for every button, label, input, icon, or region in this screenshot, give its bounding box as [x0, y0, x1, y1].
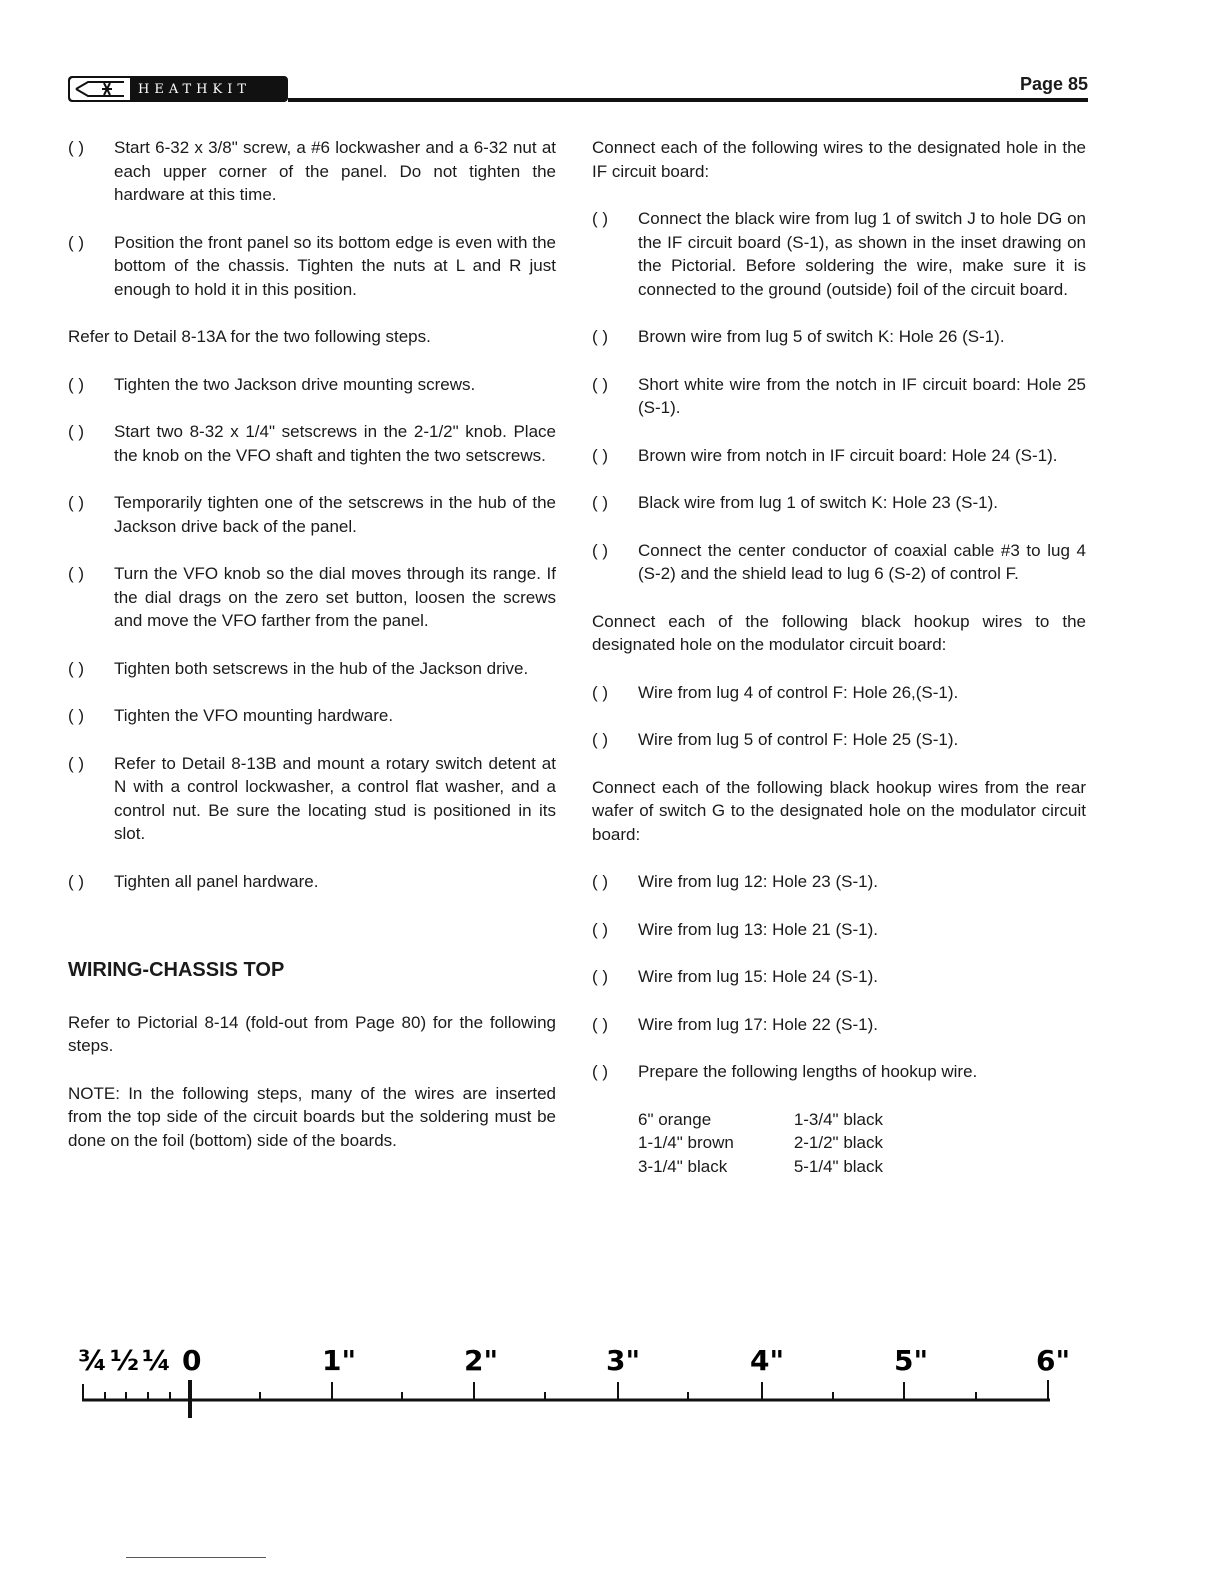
- step-item[interactable]: [592, 491, 1086, 515]
- heathkit-logo: [68, 76, 288, 102]
- step-text: Start two 8-32 x 1/4" setscrews in the 2-1/2" knob. Place the knob on the VFO shaft and tighten the two setscrews.: [114, 422, 556, 465]
- left-column: [68, 136, 556, 1176]
- checkbox[interactable]: ( ): [68, 232, 85, 252]
- step-item[interactable]: [592, 325, 1086, 349]
- table-row: [638, 1131, 943, 1155]
- checkbox[interactable]: ( ): [68, 706, 85, 725]
- step-text: Wire from lug 5 of control F: Hole 25 (S-1).: [638, 730, 959, 749]
- checkbox[interactable]: ( ): [592, 919, 609, 939]
- table-cell: 2-1/2" black: [793, 1133, 884, 1152]
- switch-g-intro: Connect each of the following black hookup wires from the rear wafer of switch G to the designated hole on the modulator circuit board:: [592, 777, 1086, 844]
- step-item[interactable]: [592, 1060, 1086, 1084]
- checkbox[interactable]: ( ): [68, 493, 85, 512]
- ruler-label: 0: [182, 1344, 202, 1377]
- ruler-label: 1": [322, 1344, 357, 1377]
- ruler-ticks: [83, 1380, 1048, 1400]
- step-text: Temporarily tighten one of the setscrews in the hub of the Jackson drive back of the panel.: [114, 493, 556, 536]
- step-text: Wire from lug 13: Hole 21 (S-1).: [638, 919, 878, 939]
- checkbox[interactable]: ( ): [592, 682, 609, 702]
- step-text: Connect the black wire from lug 1 of switch J to hole DG on the IF circuit board (S-1), as shown in the inset drawing on the Pictorial. Before soldering the wire, make sure it is connected to the ground (outside) foil of the circuit board.: [638, 209, 1086, 299]
- step-item[interactable]: [592, 965, 1086, 989]
- step-text: Wire from lug 12: Hole 23 (S-1).: [638, 872, 878, 891]
- pictorial-note: Refer to Pictorial 8-14 (fold-out from Page 80) for the following steps.: [68, 1012, 556, 1055]
- inch-ruler: [78, 1340, 1071, 1430]
- ruler-label: ½: [110, 1344, 139, 1377]
- table-row: [638, 1155, 943, 1179]
- table-cell: 1-3/4" black: [793, 1109, 884, 1129]
- ruler-label: 2": [464, 1344, 499, 1377]
- step-item[interactable]: [68, 420, 556, 467]
- step-text: Wire from lug 17: Hole 22 (S-1).: [638, 1014, 878, 1034]
- checkbox[interactable]: ( ): [68, 753, 85, 773]
- step-text: Black wire from lug 1 of switch K: Hole 23 (S-1).: [638, 493, 998, 512]
- table-cell: 5-1/4" black: [793, 1156, 884, 1176]
- step-item[interactable]: [592, 207, 1086, 301]
- ruler-label: 6": [1036, 1344, 1071, 1377]
- checkbox[interactable]: ( ): [68, 138, 85, 157]
- ruler-label: 4": [750, 1344, 785, 1377]
- step-item[interactable]: [592, 918, 1086, 942]
- checkbox[interactable]: ( ): [68, 564, 85, 583]
- step-item[interactable]: [68, 657, 556, 681]
- checkbox[interactable]: ( ): [592, 209, 609, 228]
- checkbox[interactable]: ( ): [592, 1062, 609, 1081]
- section-title: WIRING-CHASSIS TOP: [68, 959, 285, 981]
- step-item[interactable]: [592, 870, 1086, 894]
- step-text: Short white wire from the notch in IF circuit board: Hole 25 (S-1).: [638, 374, 1086, 417]
- table-cell: 1-1/4" brown: [638, 1133, 734, 1152]
- step-text: Prepare the following lengths of hookup wire.: [638, 1062, 978, 1081]
- brand-name: HEATHKIT: [138, 81, 252, 97]
- checkbox[interactable]: ( ): [68, 422, 85, 441]
- step-text: Brown wire from lug 5 of switch K: Hole 26 (S-1).: [638, 327, 1005, 346]
- step-text: Connect the center conductor of coaxial cable #3 to lug 4 (S-2) and the shield lead to lug 6 (S-2) of control F.: [638, 540, 1086, 583]
- step-text: Turn the VFO knob so the dial moves through its range. If the dial drags on the zero set button, loosen the screws and move the VFO farther from the panel.: [114, 564, 556, 630]
- modulator-intro: Connect each of the following black hookup wires to the designated hole on the modulator circuit board:: [592, 611, 1086, 654]
- if-board-intro: Connect each of the following wires to the designated hole in the IF circuit board:: [592, 138, 1086, 181]
- step-item[interactable]: [68, 752, 556, 846]
- checkbox[interactable]: ( ): [592, 445, 609, 465]
- checkbox[interactable]: ( ): [592, 374, 609, 394]
- checkbox[interactable]: ( ): [68, 374, 85, 394]
- table-cell: 3-1/4" black: [638, 1156, 728, 1176]
- step-item[interactable]: [592, 728, 1086, 752]
- checkbox[interactable]: ( ): [68, 871, 85, 891]
- ruler-label: 3": [606, 1344, 641, 1377]
- page-header: [68, 76, 1088, 106]
- step-text: Brown wire from notch in IF circuit board: Hole 24 (S-1).: [638, 445, 1058, 465]
- checkbox[interactable]: ( ): [68, 658, 85, 678]
- page-number: Page 85: [1019, 74, 1088, 94]
- checkbox[interactable]: ( ): [592, 967, 609, 986]
- step-item[interactable]: [592, 681, 1086, 705]
- step-text: Position the front panel so its bottom edge is even with the bottom of the chassis. Tighten the nuts at L and R just enough to hold it in this position.: [114, 232, 556, 299]
- step-item[interactable]: [68, 870, 556, 894]
- detail-note: Refer to Detail 8-13A for the two following steps.: [68, 327, 431, 346]
- right-column: [592, 136, 1086, 1178]
- footer-line: [126, 1557, 266, 1558]
- step-text: Tighten both setscrews in the hub of the Jackson drive.: [114, 658, 529, 678]
- checkbox[interactable]: ( ): [592, 730, 609, 749]
- ruler-label: ¾: [78, 1344, 107, 1377]
- step-item[interactable]: [68, 491, 556, 538]
- step-text: Wire from lug 15: Hole 24 (S-1).: [638, 967, 878, 986]
- checkbox[interactable]: ( ): [592, 540, 609, 560]
- step-item[interactable]: [68, 562, 556, 633]
- checkbox[interactable]: ( ): [592, 327, 609, 346]
- header-rule: [288, 98, 1088, 102]
- step-text: Tighten all panel hardware.: [114, 871, 319, 891]
- checkbox[interactable]: ( ): [592, 872, 609, 891]
- step-item[interactable]: [592, 444, 1086, 468]
- table-row: [638, 1108, 943, 1132]
- step-item[interactable]: [68, 704, 556, 728]
- step-item[interactable]: [592, 1013, 1086, 1037]
- step-item[interactable]: [68, 136, 556, 207]
- checkbox[interactable]: ( ): [592, 1014, 609, 1034]
- wire-lengths-table: [638, 1108, 943, 1179]
- ruler-label: ¼: [142, 1344, 171, 1377]
- step-text: Wire from lug 4 of control F: Hole 26,(S-1).: [638, 682, 959, 702]
- checkbox[interactable]: ( ): [592, 493, 609, 512]
- ruler-label: 5": [894, 1344, 929, 1377]
- logo-emblem-icon: [70, 78, 130, 100]
- step-item[interactable]: [68, 231, 556, 302]
- step-item[interactable]: [592, 373, 1086, 420]
- step-item[interactable]: [68, 373, 556, 397]
- table-cell: 6" orange: [638, 1109, 712, 1129]
- step-text: Refer to Detail 8-13B and mount a rotary switch detent at N with a control lockwasher, a control flat washer, and a control nut. Be sure the locating stud is positioned in its slot.: [114, 753, 556, 843]
- soldering-note: NOTE: In the following steps, many of the wires are inserted from the top side of the circuit boards but the soldering must be done on the foil (bottom) side of the boards.: [68, 1083, 556, 1150]
- step-text: Tighten the two Jackson drive mounting screws.: [114, 374, 476, 394]
- step-text: Start 6-32 x 3/8" screw, a #6 lockwasher and a 6-32 nut at each upper corner of the panel. Do not tighten the hardware at this time.: [114, 138, 556, 204]
- step-item[interactable]: [592, 539, 1086, 586]
- step-text: Tighten the VFO mounting hardware.: [114, 706, 394, 725]
